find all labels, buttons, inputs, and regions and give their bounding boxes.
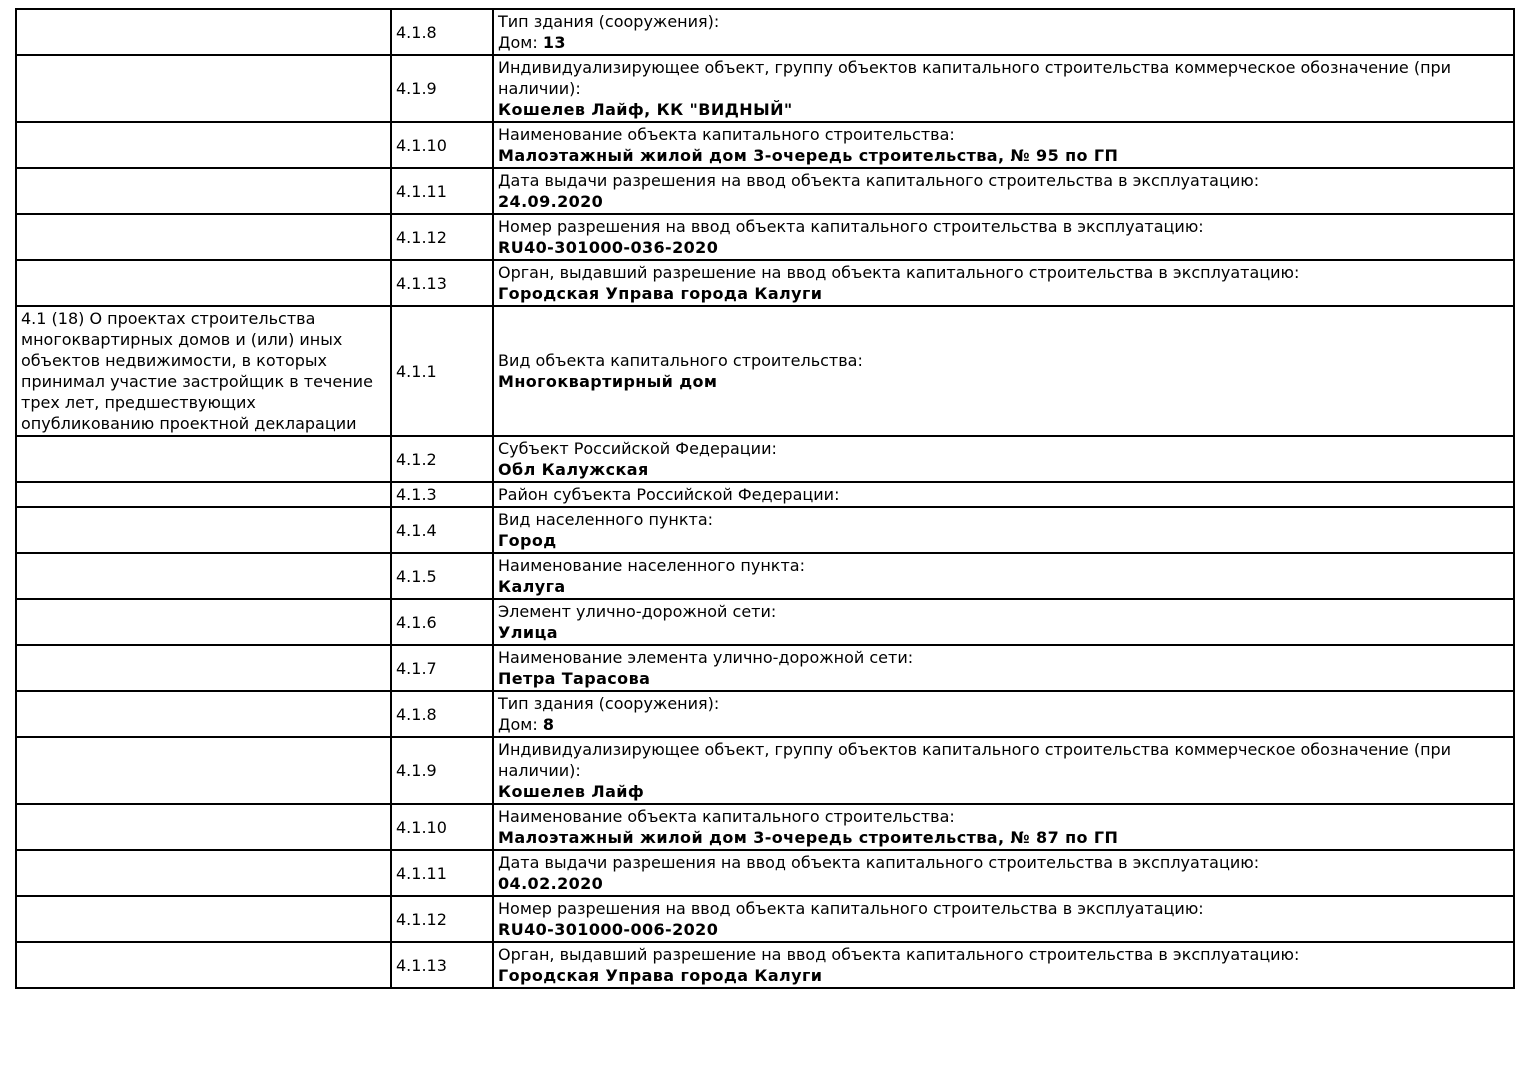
table-row: [16, 737, 1514, 804]
table-row: [16, 599, 1514, 645]
table-row: [16, 804, 1514, 850]
field-label: Вид населенного пункта:: [498, 510, 714, 529]
left-spacer-cell: [16, 599, 391, 645]
field-value: [498, 714, 1509, 735]
table-row: [16, 507, 1514, 553]
field-value: Кошелев Лайф: [498, 782, 645, 801]
row-number: 4.1.3: [391, 482, 493, 507]
field-label: Район субъекта Российской Федерации:: [498, 485, 840, 504]
left-spacer-cell: [16, 507, 391, 553]
left-spacer-cell: [16, 737, 391, 804]
row-content-cell: [493, 482, 1514, 507]
row-number: 4.1.9: [391, 737, 493, 804]
section-label: 4.1 (18) О проектах строительства многоквартирных домов и (или) иных объектов недвижимости, в которых принимал участие застройщик в течение трех лет, предшествующих опубликованию проектной декларации: [21, 309, 373, 433]
row-content-cell: [493, 306, 1514, 436]
field-value-text: 13: [542, 33, 566, 52]
row-number: 4.1.11: [391, 168, 493, 214]
row-content-cell: [493, 942, 1514, 988]
row-content-cell: [493, 436, 1514, 482]
row-number: 4.1.8: [391, 9, 493, 55]
field-label: Наименование населенного пункта:: [498, 556, 805, 575]
section-label-cell: [16, 306, 391, 436]
row-content-cell: [493, 737, 1514, 804]
field-value: Кошелев Лайф, КК "ВИДНЫЙ": [498, 100, 793, 119]
left-spacer-cell: [16, 214, 391, 260]
left-spacer-cell: [16, 55, 391, 122]
left-spacer-cell: [16, 804, 391, 850]
table-row: [16, 168, 1514, 214]
field-value: RU40-301000-036-2020: [498, 238, 719, 257]
row-number: 4.1.8: [391, 691, 493, 737]
table-row: [16, 306, 1514, 436]
row-number: 4.1.10: [391, 122, 493, 168]
table-row: [16, 482, 1514, 507]
left-spacer-cell: [16, 850, 391, 896]
declaration-table: [15, 8, 1515, 989]
row-number: 4.1.13: [391, 942, 493, 988]
left-spacer-cell: [16, 896, 391, 942]
field-value-prefix: Дом:: [498, 715, 543, 734]
table-row: [16, 260, 1514, 306]
field-value: Калуга: [498, 577, 566, 596]
left-spacer-cell: [16, 168, 391, 214]
field-label: Наименование элемента улично-дорожной сети:: [498, 648, 914, 667]
field-label: Номер разрешения на ввод объекта капитального строительства в эксплуатацию:: [498, 217, 1204, 236]
table-row: [16, 436, 1514, 482]
left-spacer-cell: [16, 436, 391, 482]
field-value: [498, 32, 1509, 53]
left-spacer-cell: [16, 122, 391, 168]
table-row: [16, 850, 1514, 896]
field-value-prefix: Дом:: [498, 33, 543, 52]
row-number: 4.1.7: [391, 645, 493, 691]
left-spacer-cell: [16, 553, 391, 599]
row-content-cell: [493, 645, 1514, 691]
row-number: 4.1.4: [391, 507, 493, 553]
field-value: 04.02.2020: [498, 874, 604, 893]
document-page: [0, 8, 1529, 1080]
row-content-cell: [493, 214, 1514, 260]
table-row: [16, 691, 1514, 737]
row-number: 4.1.12: [391, 896, 493, 942]
field-label: Наименование объекта капитального строительства:: [498, 125, 955, 144]
row-number: 4.1.10: [391, 804, 493, 850]
row-content-cell: [493, 850, 1514, 896]
field-label: Индивидуализирующее объект, группу объектов капитального строительства коммерческое обозначение (при наличии):: [498, 740, 1452, 780]
field-value: 24.09.2020: [498, 192, 604, 211]
table-row: [16, 122, 1514, 168]
row-number: 4.1.11: [391, 850, 493, 896]
field-value: Улица: [498, 623, 558, 642]
field-label: Тип здания (сооружения):: [498, 12, 720, 31]
row-content-cell: [493, 55, 1514, 122]
table-row: [16, 942, 1514, 988]
field-value: Обл Калужская: [498, 460, 649, 479]
field-label: Индивидуализирующее объект, группу объектов капитального строительства коммерческое обозначение (при наличии):: [498, 58, 1452, 98]
field-value-text: 8: [542, 715, 555, 734]
row-number: 4.1.9: [391, 55, 493, 122]
field-label: Орган, выдавший разрешение на ввод объекта капитального строительства в эксплуатацию:: [498, 263, 1300, 282]
field-value: Малоэтажный жилой дом 3-очередь строительства, № 95 по ГП: [498, 146, 1119, 165]
field-label: Вид объекта капитального строительства:: [498, 351, 863, 370]
field-label: Тип здания (сооружения):: [498, 694, 720, 713]
left-spacer-cell: [16, 942, 391, 988]
left-spacer-cell: [16, 691, 391, 737]
left-spacer-cell: [16, 260, 391, 306]
table-row: [16, 9, 1514, 55]
field-label: Наименование объекта капитального строительства:: [498, 807, 955, 826]
row-content-cell: [493, 9, 1514, 55]
declaration-table-body: [16, 9, 1514, 988]
row-number: 4.1.5: [391, 553, 493, 599]
left-spacer-cell: [16, 482, 391, 507]
table-row: [16, 896, 1514, 942]
row-number: 4.1.13: [391, 260, 493, 306]
field-value: Петра Тарасова: [498, 669, 651, 688]
field-label: Дата выдачи разрешения на ввод объекта капитального строительства в эксплуатацию:: [498, 171, 1260, 190]
field-value: Город: [498, 531, 557, 550]
field-label: Субъект Российской Федерации:: [498, 439, 777, 458]
field-value: Многоквартирный дом: [498, 372, 718, 391]
row-content-cell: [493, 260, 1514, 306]
left-spacer-cell: [16, 645, 391, 691]
row-content-cell: [493, 122, 1514, 168]
field-label: Дата выдачи разрешения на ввод объекта капитального строительства в эксплуатацию:: [498, 853, 1260, 872]
row-number: 4.1.6: [391, 599, 493, 645]
row-content-cell: [493, 507, 1514, 553]
table-row: [16, 214, 1514, 260]
row-content-cell: [493, 804, 1514, 850]
field-value: Городская Управа города Калуги: [498, 284, 823, 303]
field-label: Элемент улично-дорожной сети:: [498, 602, 777, 621]
table-row: [16, 645, 1514, 691]
field-value: Малоэтажный жилой дом 3-очередь строительства, № 87 по ГП: [498, 828, 1119, 847]
row-content-cell: [493, 553, 1514, 599]
row-content-cell: [493, 599, 1514, 645]
table-row: [16, 553, 1514, 599]
row-content-cell: [493, 691, 1514, 737]
table-row: [16, 55, 1514, 122]
left-spacer-cell: [16, 9, 391, 55]
field-label: Номер разрешения на ввод объекта капитального строительства в эксплуатацию:: [498, 899, 1204, 918]
row-number: 4.1.2: [391, 436, 493, 482]
row-content-cell: [493, 896, 1514, 942]
field-value: Городская Управа города Калуги: [498, 966, 823, 985]
field-value: RU40-301000-006-2020: [498, 920, 719, 939]
row-content-cell: [493, 168, 1514, 214]
row-number: 4.1.12: [391, 214, 493, 260]
field-label: Орган, выдавший разрешение на ввод объекта капитального строительства в эксплуатацию:: [498, 945, 1300, 964]
row-number: 4.1.1: [391, 306, 493, 436]
